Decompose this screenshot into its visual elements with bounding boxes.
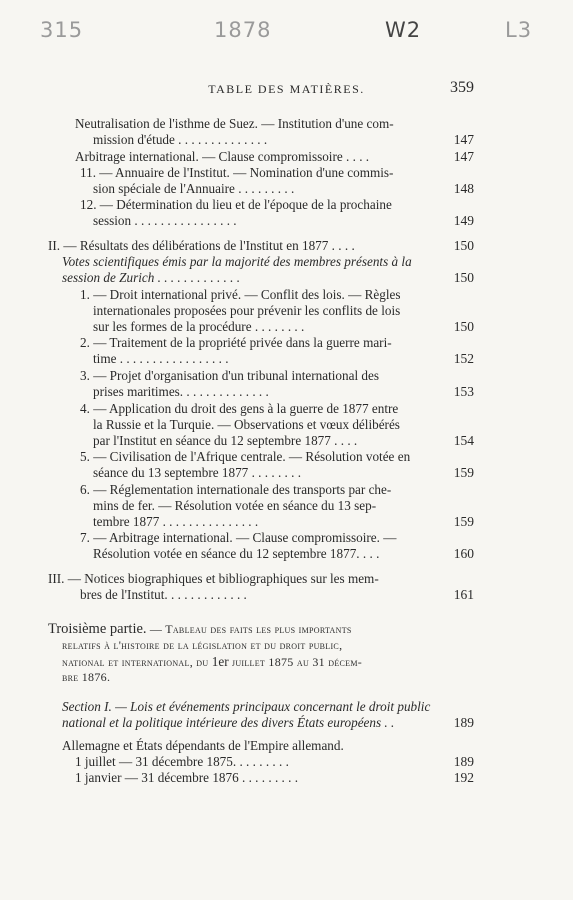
toc-page-number: 160 xyxy=(453,546,474,561)
toc-line: time . . . . . . . . . . . . . . . . . xyxy=(93,351,229,366)
toc-page-number: 148 xyxy=(453,181,474,196)
running-head-page-number: 359 xyxy=(450,79,474,96)
toc-line: prises maritimes. . . . . . . . . . . . . . xyxy=(93,384,269,399)
toc-page-number: 147 xyxy=(453,149,474,164)
toc-line: Résolution votée en séance du 12 septembre 1877. . . . xyxy=(93,546,380,561)
toc-page-number: 159 xyxy=(453,465,474,480)
toc-page-number: 189 xyxy=(453,754,474,769)
toc-line: 5. — Civilisation de l'Afrique centrale. — Résolution votée en xyxy=(80,449,411,464)
toc-text: national et international, du xyxy=(62,655,212,669)
toc-text: 1er xyxy=(211,654,229,669)
toc-line: 7. — Arbitrage international. — Clause compromissoire. — xyxy=(80,530,397,545)
toc-line: tembre 1877 . . . . . . . . . . . . . . . xyxy=(93,514,259,529)
toc-line: par l'Institut en séance du 12 septembre 1877 . . . . xyxy=(93,433,358,448)
toc-line: session . . . . . . . . . . . . . . . . xyxy=(93,213,237,228)
toc-page-number: 152 xyxy=(453,351,474,366)
part-subtitle: — Tableau des faits les plus importants xyxy=(146,622,352,636)
toc-line: relatifs à l'histoire de la législation et du droit public, xyxy=(62,638,343,652)
toc-page-number: 154 xyxy=(453,433,474,448)
toc-line: 1 juillet — 31 décembre 1875. . . . . . . . . xyxy=(75,754,289,769)
toc-line: Votes scientifiques émis par la majorité des membres présents à la xyxy=(62,254,412,269)
handwritten-note-c: W2 xyxy=(385,18,422,42)
toc-line: Allemagne et États dépendants de l'Empire allemand. xyxy=(62,738,344,753)
handwritten-note-b: 1878 xyxy=(214,18,272,42)
toc-line: la Russie et la Turquie. — Observations et vœux délibérés xyxy=(93,417,400,432)
toc-page-number: 153 xyxy=(453,384,474,399)
toc-line: mins de fer. — Résolution votée en séance du 13 sep- xyxy=(93,498,377,513)
toc-line: national et la politique intérieure des divers États européens . . xyxy=(62,715,395,730)
toc-page-number: 150 xyxy=(453,319,474,334)
toc-line: 1. — Droit international privé. — Conflit des lois. — Règles xyxy=(80,287,401,302)
toc-line: internationales proposées pour prévenir les conflits de lois xyxy=(93,303,401,318)
toc-page-number: 189 xyxy=(453,715,474,730)
toc-line: 6. — Réglementation internationale des transports par che- xyxy=(80,482,392,497)
toc-line: 1 janvier — 31 décembre 1876 . . . . . . . . . xyxy=(75,770,299,785)
toc-section-heading: Section I. — Lois et événements principaux concernant le droit public xyxy=(62,699,431,714)
toc-page-number: 192 xyxy=(453,770,474,785)
toc-page-number: 147 xyxy=(453,132,474,147)
toc-page-number: 150 xyxy=(453,238,474,253)
part-title: Troisième partie. xyxy=(48,621,147,637)
toc-line: 3. — Projet d'organisation d'un tribunal international des xyxy=(80,368,379,383)
toc-page-number: 161 xyxy=(453,587,474,602)
toc-line: 2. — Traitement de la propriété privée dans la guerre mari- xyxy=(80,335,392,350)
toc-line: 4. — Application du droit des gens à la guerre de 1877 entre xyxy=(80,401,399,416)
toc-line: III. — Notices biographiques et bibliographiques sur les mem- xyxy=(48,571,379,586)
toc-line: II. — Résultats des délibérations de l'Institut en 1877 . . . . xyxy=(48,238,355,253)
handwritten-note-a: 315 xyxy=(40,18,84,42)
toc-part-heading xyxy=(48,620,352,638)
handwritten-note-d: L3 xyxy=(505,18,533,42)
toc-text: juillet 1875 au 31 décem- xyxy=(228,655,363,669)
toc-line: bre 1876. xyxy=(62,670,111,684)
toc-line: 12. — Détermination du lieu et de l'époque de la prochaine xyxy=(80,197,392,212)
toc-line: séance du 13 septembre 1877 . . . . . . . . xyxy=(93,465,302,480)
toc-page-number: 150 xyxy=(453,270,474,285)
toc-line: mission d'étude . . . . . . . . . . . . . . xyxy=(93,132,268,147)
toc-line: Neutralisation de l'isthme de Suez. — Institution d'une com- xyxy=(75,116,394,131)
toc-line: session de Zurich . . . . . . . . . . . . . xyxy=(62,270,241,285)
toc-line: sion spéciale de l'Annuaire . . . . . . . . . xyxy=(93,181,295,196)
toc-line: bres de l'Institut. . . . . . . . . . . . . xyxy=(80,587,247,602)
toc-line: sur les formes de la procédure . . . . . . . . xyxy=(93,319,305,334)
running-head-title: TABLE DES MATIÈRES. xyxy=(208,82,365,96)
toc-line: Arbitrage international. — Clause compromissoire . . . . xyxy=(75,149,370,164)
toc-line: 11. — Annuaire de l'Institut. — Nomination d'une commis- xyxy=(80,165,394,180)
toc-page-number: 149 xyxy=(453,213,474,228)
toc-page-number: 159 xyxy=(453,514,474,529)
